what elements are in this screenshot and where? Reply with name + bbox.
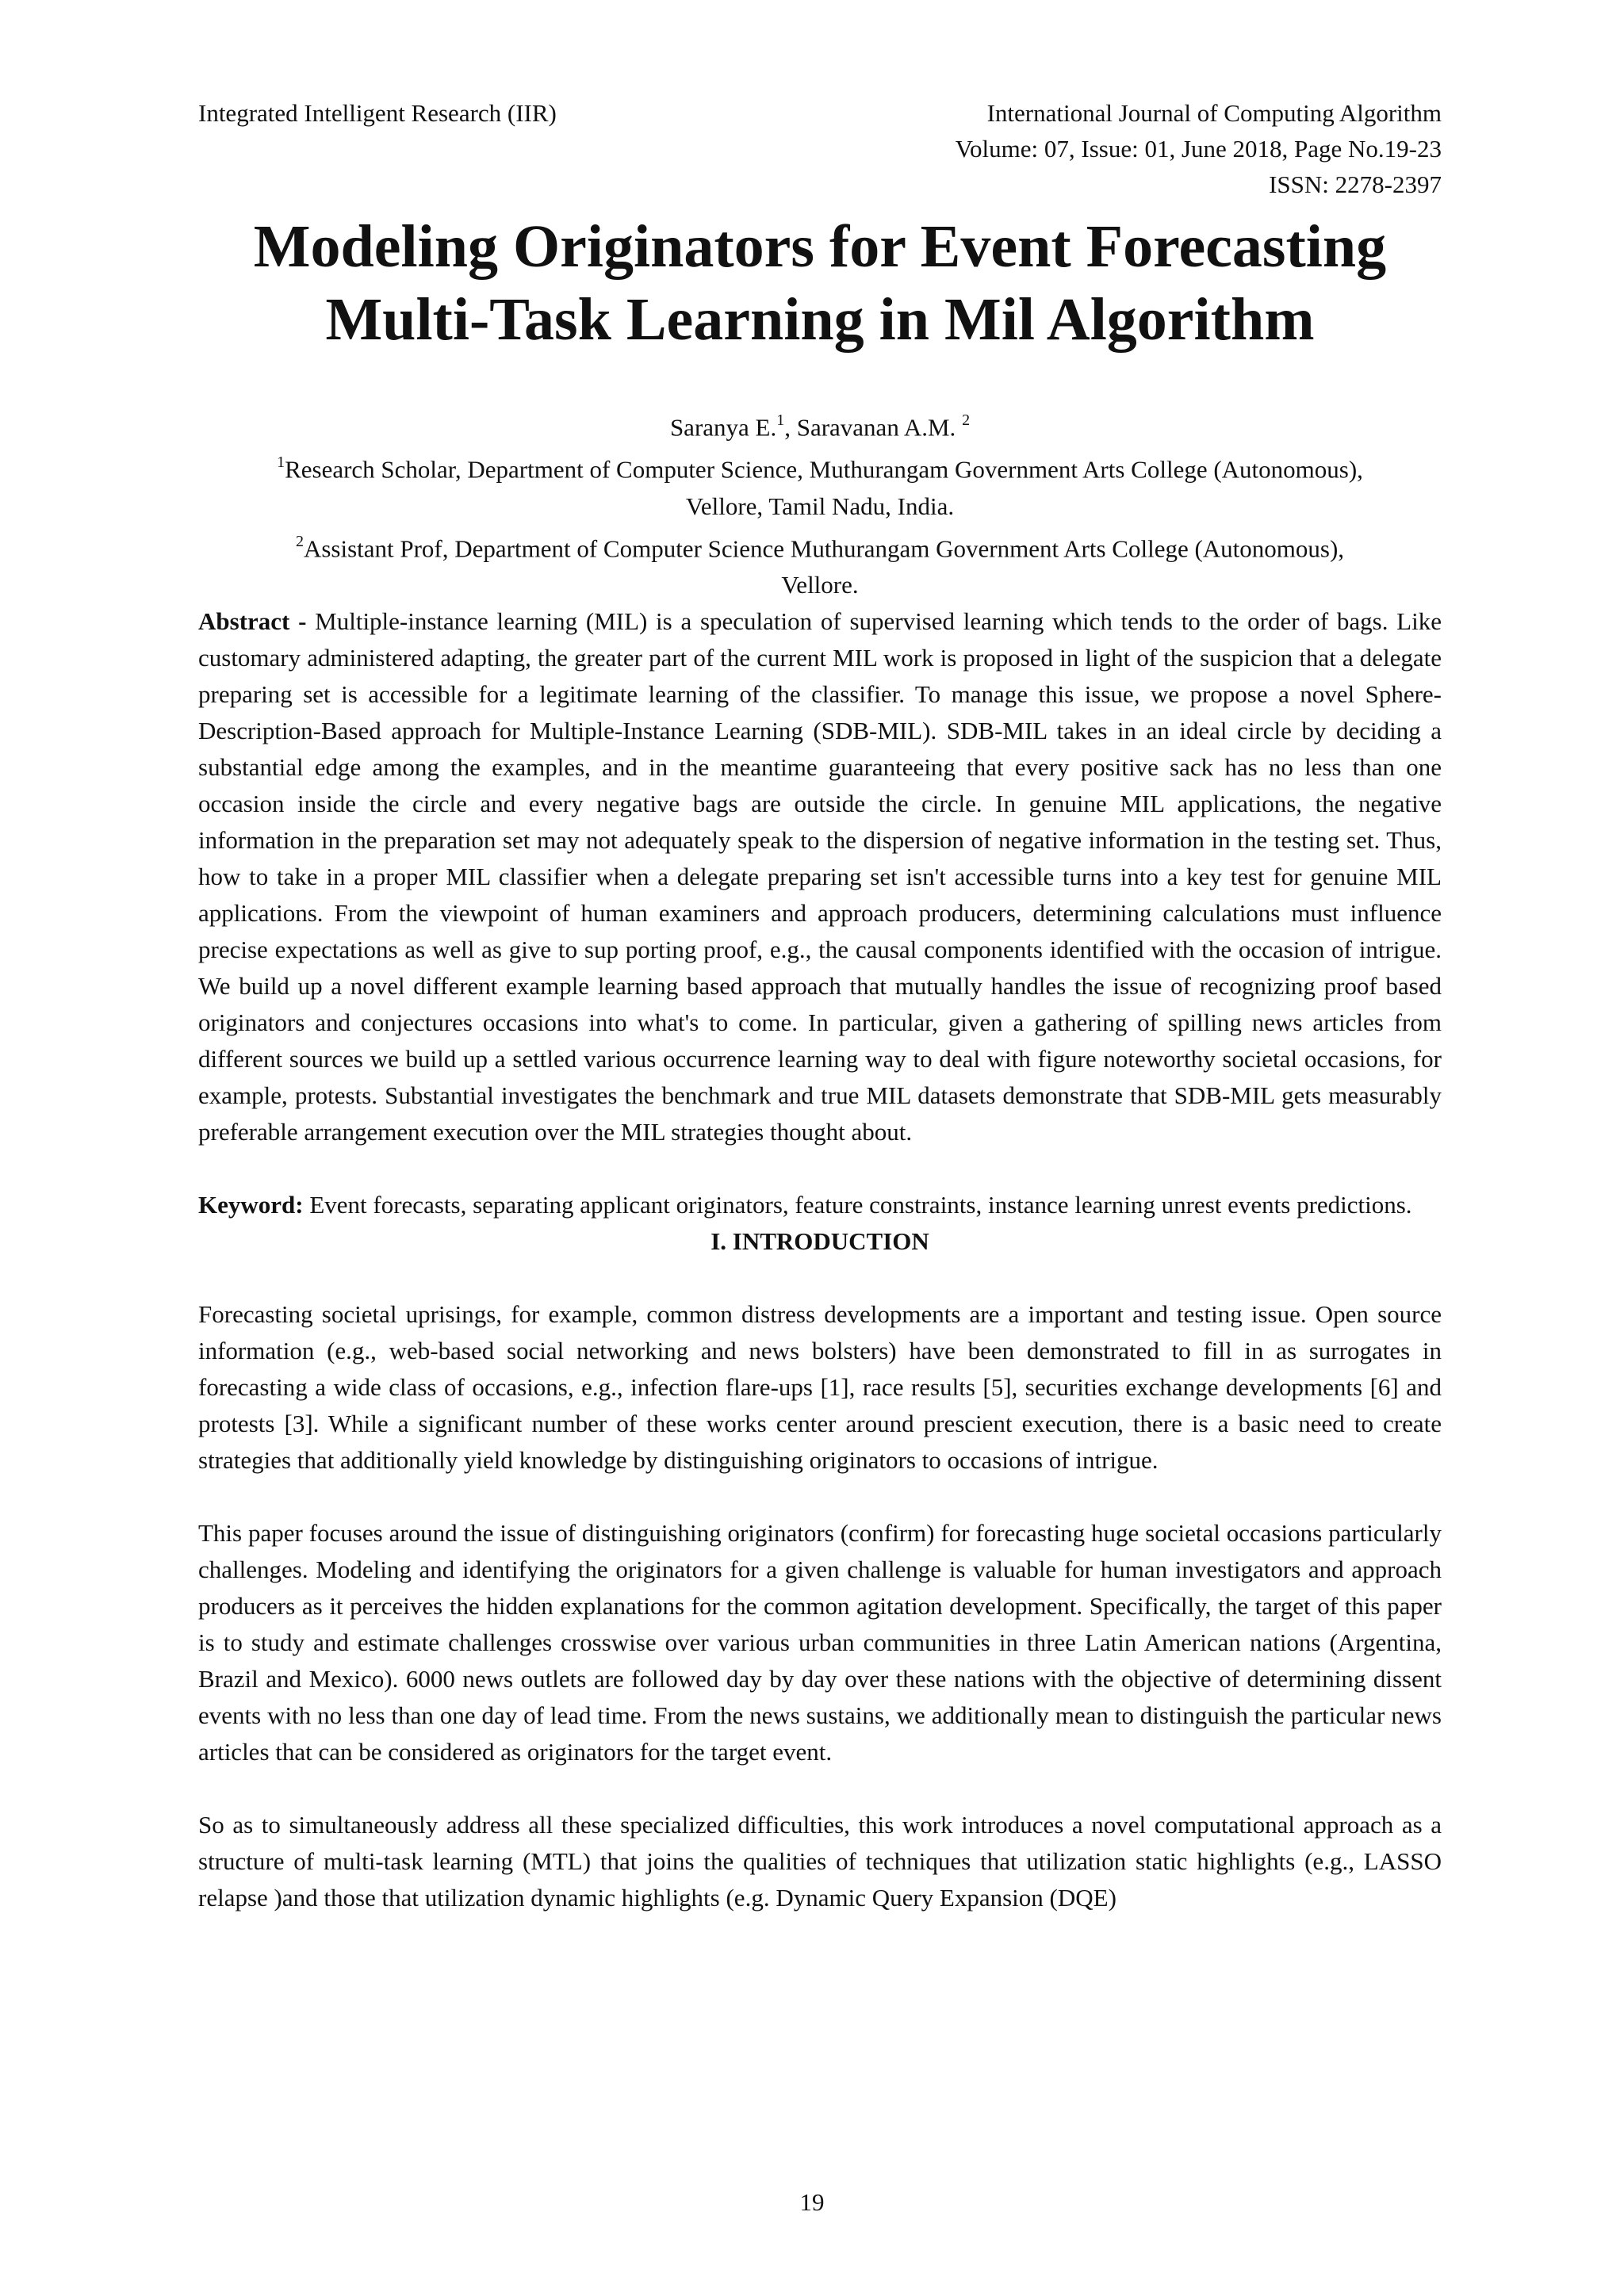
affiliation-2	[198, 525, 1442, 603]
authors	[198, 404, 1442, 446]
body-paragraph-2: This paper focuses around the issue of distinguishing originators (confirm) for forecasting huge societal occasions particularly challenges. Modeling and identifying the originators for a given challenge is valuable for human investigators and approach producers as it perceives the hidden explanations for the common agitation development. Specifically, the target of this paper is to study and estimate challenges crosswise over various urban communities in three Latin American nations (Argentina, Brazil and Mexico). 6000 news outlets are followed day by day over these nations with the objective of determining dissent events with no less than one day of lead time. From the news sustains, we additionally mean to distinguish the particular news articles that can be considered as originators for the target event.	[198, 1518, 1442, 1766]
author-2: Saravanan A.M.	[796, 413, 963, 442]
header-volume: Volume: 07, Issue: 01, June 2018, Page No.19-23	[955, 135, 1442, 163]
affiliation-1	[198, 446, 1442, 524]
header-left: Integrated Intelligent Research (IIR)	[198, 99, 557, 127]
aff-2-line-2: Vellore.	[781, 570, 859, 599]
keyword-text: Event forecasts, separating applicant originators, feature constraints, instance learning unrest events predictions.	[303, 1190, 1412, 1219]
paper-title	[198, 210, 1442, 356]
abstract	[198, 603, 1442, 1150]
running-header	[198, 0, 1442, 198]
section-heading-introduction: I. INTRODUCTION	[710, 1226, 929, 1255]
aff-2-sup: 2	[295, 532, 304, 550]
author-2-sup: 2	[962, 411, 971, 429]
keyword-label: Keyword:	[198, 1190, 304, 1219]
paper-page	[198, 0, 1442, 1916]
aff-1-line-2: Vellore, Tamil Nadu, India.	[685, 492, 955, 520]
body-paragraph-3: So as to simultaneously address all these specialized difficulties, this work introduces a novel computational approach as a structure of multi-task learning (MTL) that joins the qualities of techniques that utilization static highlights (e.g., LASSO relapse )and those that utilization dynamic highlights (e.g. Dynamic Query Expansion (DQE)	[198, 1810, 1442, 1911]
aff-1-sup: 1	[277, 453, 285, 472]
keywords	[198, 1187, 1442, 1223]
author-separator: ,	[784, 413, 797, 442]
header-right	[956, 95, 1442, 202]
body-paragraph-1: Forecasting societal uprisings, for example, common distress developments are a important and testing issue. Open source information (e.g., web-based social networking and news bolsters) have been demonstrated to fill in as surrogates in forecasting a wide class of occasions, e.g., infection flare-ups [1], race results [5], securities exchange developments [6] and protests [3]. While a significant number of these works center around prescient execution, there is a basic need to create strategies that additionally yield knowledge by distinguishing originators to occasions of intrigue.	[198, 1299, 1442, 1474]
aff-2-line-1: Assistant Prof, Department of Computer Science Muthurangam Government Arts College (Autonomous),	[303, 534, 1345, 562]
page-number: 19	[799, 2188, 825, 2216]
aff-1-line-1: Research Scholar, Department of Computer Science, Muthurangam Government Arts College (Autonomous),	[285, 455, 1363, 484]
title-line-1: Modeling Originators for Event Forecasting	[253, 213, 1387, 280]
header-journal: International Journal of Computing Algorithm	[986, 99, 1442, 127]
header-issn: ISSN: 2278-2397	[1269, 170, 1442, 198]
author-1-sup: 1	[776, 411, 785, 429]
abstract-label: Abstract -	[198, 607, 307, 635]
author-1: Saranya E.	[669, 413, 777, 442]
title-line-2: Multi-Task Learning in Mil Algorithm	[325, 286, 1315, 353]
abstract-text: Multiple-instance learning (MIL) is a speculation of supervised learning which tends to the order of bags. Like customary administered adapting, the greater part of the current MIL work is proposed in light of the suspicion that a delegate preparing set is accessible for a legitimate learning of the classifier. To manage this issue, we propose a novel Sphere-Description-Based approach for Multiple-Instance Learning (SDB-MIL). SDB-MIL takes in an ideal circle by deciding a substantial edge among the examples, and in the meantime guaranteeing that every positive sack has no less than one occasion inside the circle and every negative bags are outside the circle. In genuine MIL applications, the negative information in the preparation set may not adequately speak to the dispersion of negative information in the testing set. Thus, how to take in a proper MIL classifier when a delegate preparing set isn't accessible turns into a key test for genuine MIL applications. From the viewpoint of human examiners and approach producers, determining calculations must influence precise expectations as well as give to sup porting proof, e.g., the causal components identified with the occasion of intrigue. We build up a novel different example learning based approach that mutually handles the issue of recognizing proof based originators and conjectures occasions into what's to come. In particular, given a gathering of spilling news articles from different sources we build up a settled various occurrence learning way to deal with figure noteworthy societal occasions, for example, protests. Substantial investigates the benchmark and true MIL datasets demonstrate that SDB-MIL gets measurably preferable arrangement execution over the MIL strategies thought about.	[198, 607, 1442, 1146]
